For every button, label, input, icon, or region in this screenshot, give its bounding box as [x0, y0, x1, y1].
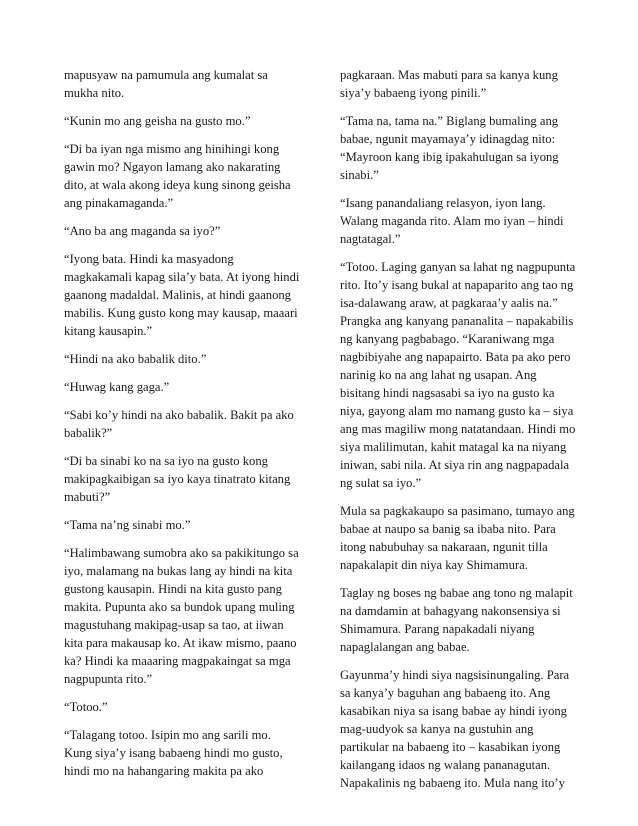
paragraph: “Huwag kang gaga.” [64, 380, 170, 394]
paragraph: Mula sa pagkakaupo sa pasimano, tumayo ang babae at naupo sa banig sa ibaba nito. Para itong nabubuhay sa nakaraan, ngunit tilla napakalapit din niya kay Shimamura. [340, 504, 575, 572]
paragraph: “Ano ba ang maganda sa iyo?” [64, 224, 221, 238]
paragraph: “Talagang totoo. Isipin mo ang sarili mo. Kung siya’y isang babaeng hindi mo gusto, hindi mo na hahangaring makita pa ako [64, 728, 283, 778]
paragraph: “Tama na, tama na.” Biglang bumaling ang babae, ngunit mayamaya’y idinagdag nito: “Mayroon kang ibig ipakahulugan sa iyong sinabi.” [340, 114, 559, 182]
paragraph: mapusyaw na pamumula ang kumalat sa mukha nito. [64, 68, 268, 100]
paragraph: “Iyong bata. Hindi ka masyadong magkakamali kapag sila’y bata. At iyong hindi gaanong madaldal. Malinis, at hindi gaanong mabilis. Kung gusto kong may kausap, maaari kitang kausapin.” [64, 252, 300, 338]
paragraph: Taglay ng boses ng babae ang tono ng malapit na damdamin at bahagyang nakonsensiya si Shimamura. Parang napakadali niyang napaglalangan ang babae. [340, 586, 573, 654]
paragraph: “Totoo.” [64, 700, 108, 714]
paragraph: “Halimbawang sumobra ako sa pakikitungo sa iyo, malamang na bukas lang ay hindi na kita gustong kausapin. Hindi na kita gusto pang makita. Pupunta ako sa bundok upang muling magustuhang makipag-usap sa tao, at iiwan kita para makausap ko. At ikaw mismo, paano ka? Hindi ka maaaring magpakaingat sa mga nagpupunta rito.” [64, 546, 299, 686]
paragraph: “Di ba sinabi ko na sa iyo na gusto kong makipagkaibigan sa iyo kaya tinatrato kitang mabuti?” [64, 454, 291, 504]
paragraph: “Tama na’ng sinabi mo.” [64, 518, 191, 532]
paragraph: “Sabi ko’y hindi na ako babalik. Bakit pa ako babalik?” [64, 408, 294, 440]
paragraph: “Di ba iyan nga mismo ang hinihingi kong gawin mo? Ngayon lamang ako nakarating dito, at wala akong ideya kung sinong geisha ang pinakamaganda.” [64, 142, 291, 210]
left-column [64, 66, 304, 790]
paragraph: “Hindi na ako babalik dito.” [64, 352, 207, 366]
paragraph: “Totoo. Laging ganyan sa lahat ng nagpupunta rito. Ito’y isang bukal at napaparito ang tao ng isa-dalawang araw, at pagkaraa’y aalis na.” Prangka ang kanyang pananalita – napakabilis ng kanyang pagbabago. “Karaniwang mga nagbibiyahe ang napapairto. Bata pa ako pero narinig ko na ang lahat ng usapan. Ang bisitang hindi nagsasabi sa iyo na gusto ka niya, gayong alam mo namang gusto ka – siya ang mas magiliw mong natatandaan. Hindi mo siya malilimutan, kahit matagal ka na niyang iniwan, sabi nila. At siya rin ang nagpapadala ng sulat sa iyo.” [340, 260, 576, 490]
paragraph: “Kunin mo ang geisha na gusto mo.” [64, 114, 251, 128]
paragraph: “Isang panandaliang relasyon, iyon lang. Walang maganda rito. Alam mo iyan – hindi nagtatagal.” [340, 196, 564, 246]
right-column [340, 66, 580, 802]
paragraph: pagkaraan. Mas mabuti para sa kanya kung siya’y babaeng iyong pinili.” [340, 68, 558, 100]
paragraph: Gayunma’y hindi siya nagsisinungaling. Para sa kanya’y baguhan ang babaeng ito. Ang kasabikan niya sa isang babae ay hindi iyong mag-uudyok sa kanya na gustuhin ang partikular na babaeng ito – kasabikan iyong kailangang idaos ng walang pananagutan. Napakalinis ng babaeng ito. Mula nang ito’y [340, 668, 570, 790]
